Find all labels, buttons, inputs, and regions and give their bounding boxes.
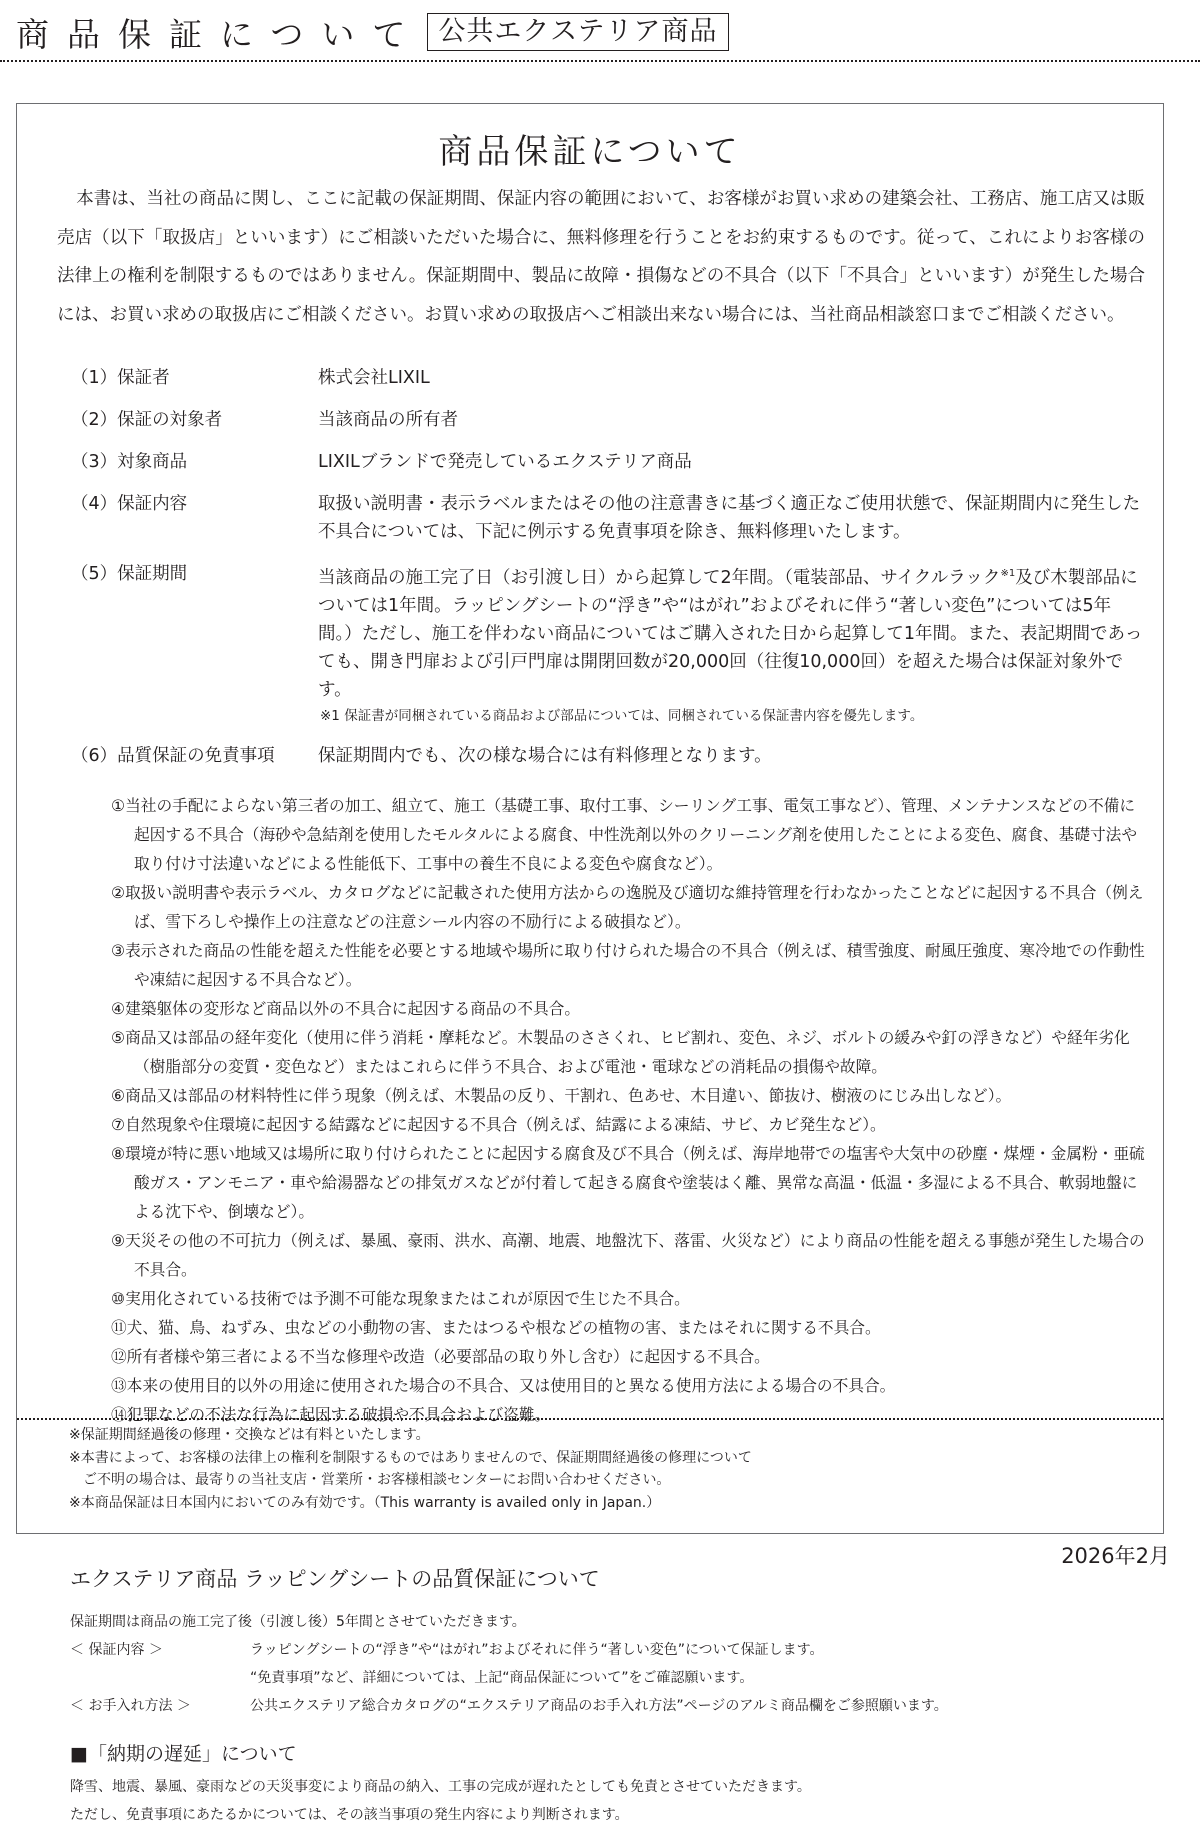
warranty-title: 商品保証について [438,132,742,172]
exemption-item: ③表示された商品の性能を超えた性能を必要とする地域や場所に取り付けられた場合の不具合（例えば、積雪強度、耐風圧強度、寒冷地での作動性や凍結に起因する不具合など）。 [111,941,1145,989]
exemption-item: ⑨天災その他の不可抗力（例えば、暴風、豪雨、洪水、高潮、地震、地盤沈下、落雷、火災など）により商品の性能を超える事態が発生した場合の不具合。 [111,1231,1145,1279]
delay-line: 降雪、地震、暴風、豪雨などの天災事変により商品の納入、工事の完成が遅れたとしても免責とさせていただきます。 [70,1779,811,1795]
exemption-item: ⑦自然現象や住環境に起因する結露などに起因する不具合（例えば、結露による凍結、サビ、カビ発生など）。 [111,1115,886,1134]
warranty-intro: 本書は、当社の商品に関し、ここに記載の保証期間、保証内容の範囲において、お客様がお買い求めの建築会社、工務店、施工店又は販売店（以下「取扱店」といいます）にご相談いただいた場合に、無料修理を行うことをお約束するものです。従って、これによりお客様の法律上の権利を制限するものではありません。保証期間中、製品に故障・損傷などの不具合（以下「不具合」といいます）が発生した場合には、お買い求めの取扱店にご相談ください。お買い求めの取扱店へご相談出来ない場合には、当社商品相談窓口までご相談ください。 [57,189,1145,325]
warranty-items [71,364,1145,784]
period-text-b: 及び木製部品については1年間。ラッピングシートの“浮き”や“はがれ”およびそれに伴う“著しい変色”については5年間。）ただし、施工を伴わない商品についてはご購入された日から起算して1年間。また、表記期間であっても、開き門扉および引戸門扉は開閉回数が20,000回（往復10,000回）を超えた場合は保証対象外です。 [318,567,1143,700]
footnote-list [69,1424,1145,1514]
wrapping-period: 保証期間は商品の施工完了後（引渡し後）5年間とさせていただきます。 [70,1614,526,1630]
exemption-item: ④建築躯体の変形など商品以外の不具合に起因する商品の不具合。 [111,999,581,1018]
warranty-box [16,103,1164,1534]
warranty-item [71,406,1145,434]
exemption-item: ⑫所有者様や第三者による不当な修理や改造（必要部品の取り外し含む）に起因する不具合。 [111,1347,770,1366]
content-text-2: “免責事項”など、詳細については、上記“商品保証について”をご確認願います。 [250,1670,754,1686]
page-header [16,10,729,54]
exemption-item: ⑩実用化されている技術では予測不可能な現象またはこれが原因で生じた不具合。 [111,1289,690,1308]
wrapping-body [70,1608,948,1720]
item-value: 株式会社LIXIL [318,368,430,388]
footnote-divider [17,1418,1163,1420]
item-value [318,560,1145,704]
warranty-item [71,364,1145,392]
footnote: ※本商品保証は日本国内においてのみ有効です。（This warranty is availed only in Japan.） [69,1494,661,1511]
exemption-list [111,791,1145,1429]
exemption-item: ⑪犬、猫、鳥、ねずみ、虫などの小動物の害、またはつるや根などの植物の害、またはそれに関する不具合。 [111,1318,881,1337]
exemption-item: ⑧環境が特に悪い地域又は場所に取り付けられたことに起因する腐食及び不具合（例えば、海岸地帯での塩害や大気中の砂塵・煤煙・金属粉・亜硫酸ガス・アンモニア・車や給湯器などの排気ガスなどが付着して起きる腐食や塗装はく離、異常な高温・低温・多湿による不具合、軟弱地盤による沈下や、倒壊など）。 [111,1144,1145,1221]
footnote: ご不明の場合は、最寄りの当社支店・営業所・お客様相談センターにお問い合わせください。 [69,1472,671,1488]
item-value: 当該商品の所有者 [318,410,458,430]
issue-date: 2026年2月 [1061,1544,1170,1568]
wrapping-care-row [70,1692,948,1720]
warranty-item [71,448,1145,476]
warranty-item [71,490,1145,546]
item-label: （5）保証期間 [71,564,188,584]
exemption-item: ⑥商品又は部品の材料特性に伴う現象（例えば、木製品の反り、干割れ、色あせ、木目違い、節抜け、樹液のにじみ出しなど）。 [111,1086,1012,1105]
footnote-marker: ※1 [1000,568,1016,579]
exemption-item: ⑤商品又は部品の経年変化（使用に伴う消耗・摩耗など。木製品のささくれ、ヒビ割れ、変色、ネジ、ボルトの緩みや釘の浮きなど）や経年劣化（樹脂部分の変質・変色など）またはこれらに伴う不具合、および電池・電球などの消耗品の損傷や故障。 [111,1028,1130,1076]
item-label: （6）品質保証の免責事項 [71,745,275,766]
delay-title: ■「納期の遅延」について [70,1743,297,1765]
item-note: ※1 保証書が同梱されている商品および部品については、同梱されている保証書内容を優先します。 [320,707,924,724]
item-value: LIXILブランドで発売しているエクステリア商品 [318,452,692,472]
item-label: （3）対象商品 [71,452,188,472]
wrapping-content-row [70,1636,948,1664]
item-label: （2）保証の対象者 [71,410,223,430]
item-label: （4）保証内容 [71,494,188,514]
care-label: ＜ お手入れ方法 ＞ [70,1698,191,1714]
category-badge: 公共エクステリア商品 [427,13,728,51]
footnote: ※本書によって、お客様の法律上の権利を制限するものではありませんので、保証期間経過後の修理について [69,1449,752,1466]
header-divider [0,60,1200,62]
period-text-a: 当該商品の施工完了日（お引渡し日）から起算して2年間。（電装部品、サイクルラック [318,567,1001,588]
item-label: （1）保証者 [71,368,170,388]
content-text: ラッピングシートの“浮き”や“はがれ”およびそれに伴う“著しい変色”について保証します。 [250,1642,824,1658]
item-value: 保証期間内でも、次の様な場合には有料修理となります。 [318,745,772,766]
footnote: ※保証期間経過後の修理・交換などは有料といたします。 [69,1427,430,1443]
item-value: 取扱い説明書・表示ラベルまたはその他の注意書きに基づく適正なご使用状態で、保証期間内に発生した不具合については、下記に例示する免責事項を除き、無料修理いたします。 [318,494,1141,542]
wrapping-title: エクステリア商品 ラッピングシートの品質保証について [70,1567,600,1591]
exemption-item: ⑭犯罪などの不法な行為に起因する破損や不具合および盗難。 [111,1405,551,1424]
warranty-item [71,560,1145,728]
exemption-item: ②取扱い説明書や表示ラベル、カタログなどに記載された使用方法からの逸脱及び適切な維持管理を行わなかったことなどに起因する不具合（例えば、雪下ろしや操作上の注意などの注意シール内容の不励行による破損など）。 [111,883,1144,931]
delay-line: ただし、免責事項にあたるかについては、その該当事項の発生内容により判断されます。 [70,1807,629,1823]
page-title: 商品保証について [16,14,424,54]
exemption-item: ①当社の手配によらない第三者の加工、組立て、施工（基礎工事、取付工事、シーリング工事、電気工事など）、管理、メンテナンスなどの不備に起因する不具合（海砂や急結剤を使用したモルタルによる腐食、中性洗剤以外のクリーニング剤を使用したことによる変色、腐食、基礎寸法や取り付け寸法違いなどによる性能低下、工事中の養生不良による変色や腐食など）。 [111,796,1138,873]
warranty-item [71,742,1145,770]
care-text: 公共エクステリア総合カタログの“エクステリア商品のお手入れ方法”ページのアルミ商品欄をご参照願います。 [250,1698,948,1714]
exemption-item: ⑬本来の使用目的以外の用途に使用された場合の不具合、又は使用目的と異なる使用方法による場合の不具合。 [111,1376,896,1395]
content-label: ＜ 保証内容 ＞ [70,1642,163,1658]
